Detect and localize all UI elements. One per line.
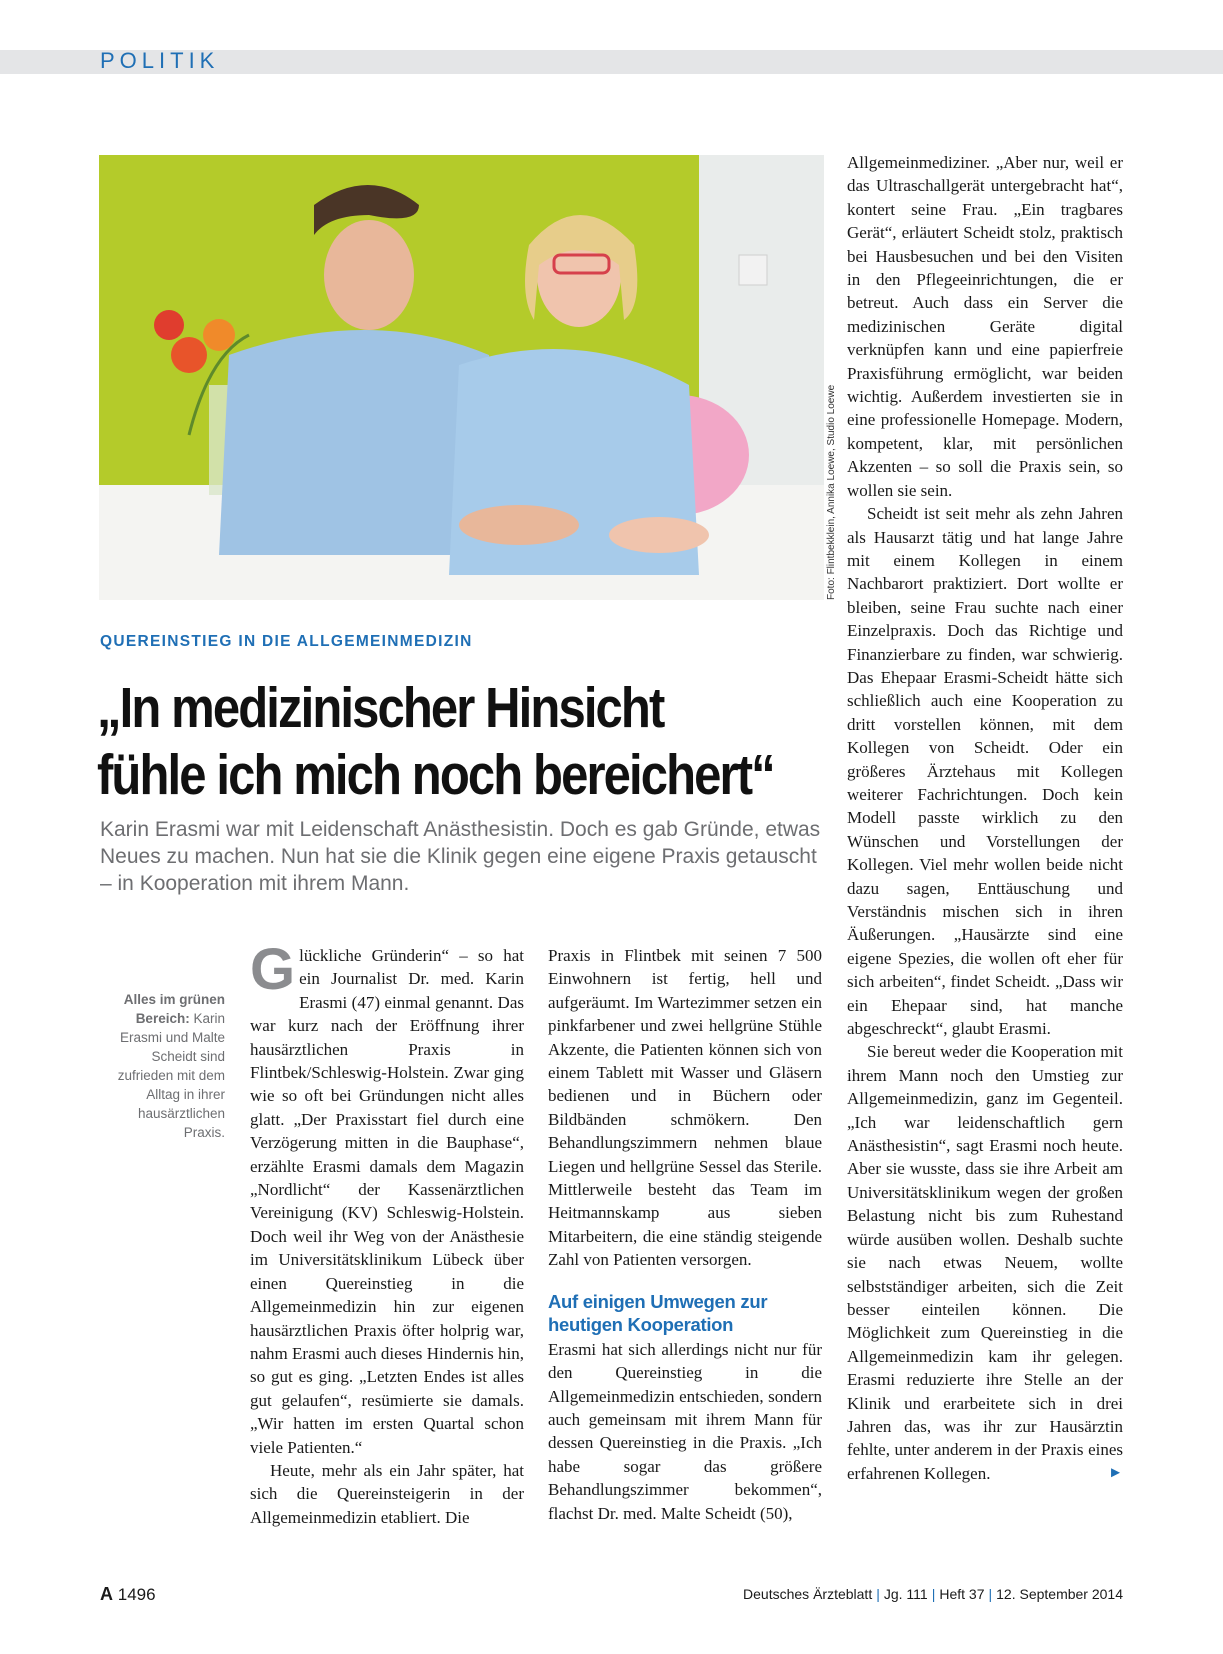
paragraph: Allgemeinmediziner. „Aber nur, weil er das Ultraschallgerät untergebracht hat“, kontert seine Frau. „Ein tragbares Gerät“, erläutert Scheidt stolz, praktisch bei Hausbesuchen und bei den Visiten in den Pflegeeinrichtungen, die er betreut. Auch dass ein Server die medizinischen Geräte digital verknüpfen kann und eine papierfreie Praxisführung ermöglicht, war beiden wichtig. Außerdem investierten sie in eine professionelle Homepage. Modern, kompetent, klar, mit persönlichen Akzenten – so soll die Praxis sein, so wollen sie sein. xyxy=(847,153,1123,500)
headline-line-1: „In medizinischer Hinsicht xyxy=(97,676,664,740)
paragraph-text: Sie bereut weder die Kooperation mit ihrem Mann noch den Umstieg zur Allgemeinmedizin, ganz im Gegenteil. „Ich war leidenschaftlich gern Anästhesistin“, sagt Erasmi noch heute. Aber sie wusste, dass sie ihre Arbeit am Universitätsklinikum wegen der großen Belastung nicht bis zum Ruhestand würde ausüben wollen. Deshalb suchte sie nach etwas Neuem, wollte selbstständiger arbeiten, sich die Zeit besser einteilen können. Die Möglichkeit zum Quereinstieg in die Allgemeinmedizin kam ihr gelegen. Erasmi reduzierte ihre Stelle an der Klinik und erarbeitete sich in drei Jahren das, was ihr zur Hausärztin fehlte, unter anderem in der Praxis eines erfahrenen Kollegen. xyxy=(847,1042,1123,1483)
journal-date: 12. September 2014 xyxy=(996,1586,1123,1602)
divider: | xyxy=(876,1586,880,1602)
paragraph: Scheidt ist seit mehr als zehn Jahren als Hausarzt tätig und hat lange Jahre mit einem Kollegen in einem Nachbarort praktiziert. Dort wollte er bleiben, seine Frau suchte nach einer Einzelpraxis. Doch das Richtige und Finanzierbare zu finden, war schwierig. Das Ehepaar Erasmi-Scheidt hätte sich schließlich auch eine Kooperation zu dritt vorstellen können, mit dem Kollegen von Scheidt. Oder ein größeres Ärztehaus mit Kollegen weiterer Fachrichtungen. Doch kein Modell passte wirklich zu den Wünschen und Vorstellungen der Kollegen. Viel mehr wollen beide nicht dazu sagen, Enttäuschung und Verständnis mischen sich in ihren Äußerungen. „Hausärzte sind eine eigene Spezies, die wollen oft eher für sich arbeiten“, findet Scheidt. „Dass wir ein Ehepaar sind, hat manche abgeschreckt“, glaubt Erasmi. xyxy=(847,504,1123,1039)
article-photo xyxy=(99,155,824,600)
page-letter: A xyxy=(100,1584,113,1604)
paragraph xyxy=(250,937,524,1459)
page-number-value: 1496 xyxy=(117,1585,156,1604)
paragraph: Praxis in Flintbek mit seinen 7 500 Einwohnern ist fertig, hell und aufgeräumt. Im Wartezimmer setzen ein pinkfarbener und zwei hellgrüne Stühle Akzente, die Patienten können sich von einem Tablett mit Wasser und Gläsern bedienen und in Büchern oder Bildbänden schmökern. Den Behandlungszimmern nehmen blaue Liegen und hellgrüne Sessel das Sterile. Mittlerweile besteht das Team im Heitmannskamp aus sieben Mitarbeitern, die eine ständig steigende Zahl von Patienten versorgen. xyxy=(548,946,822,1270)
subheading: Auf einigen Umwegen zur heutigen Kooperation xyxy=(548,1290,768,1335)
column-2 xyxy=(548,944,822,1525)
column-3 xyxy=(847,151,1123,1485)
journal-footer xyxy=(743,1586,1123,1602)
journal-issue: Heft 37 xyxy=(939,1586,985,1602)
divider: | xyxy=(931,1586,936,1602)
paragraph: Erasmi hat sich allerdings nicht nur für den Quereinstieg in die Allgemeinmedizin entschieden, sondern auch gemeinsam mit ihrem Mann für dessen Quereinstieg in die Praxis. „Ich habe sogar das größere Behandlungszimmer bekommen“, flachst Dr. med. Malte Scheidt (50), xyxy=(548,1339,822,1523)
drop-cap: G xyxy=(250,937,296,1002)
paragraph: Heute, mehr als ein Jahr später, hat sich die Quereinsteigerin in der Allgemeinmedizin etabliert. Die xyxy=(250,1460,524,1527)
photo-credit: Foto: Flintbekklein, Annika Loewe, Studio Loewe xyxy=(826,384,837,600)
page-number xyxy=(100,1584,156,1605)
section-label: POLITIK xyxy=(100,48,220,73)
caption-bold: Alles im grünen Bereich: xyxy=(123,992,225,1026)
journal-name: Deutsches Ärzteblatt xyxy=(743,1586,873,1602)
lead-paragraph: Karin Erasmi war mit Leidenschaft Anästhesistin. Doch es gab Gründe, etwas Neues zu machen. Nun hat sie die Klinik gegen eine eigene Praxis getauscht – in Kooperation mit ihrem Mann. xyxy=(100,818,821,895)
headline xyxy=(97,675,774,809)
divider: | xyxy=(988,1586,993,1602)
kicker: QUEREINSTIEG IN DIE ALLGEMEINMEDIZIN xyxy=(100,633,473,650)
journal-volume: Jg. 111 xyxy=(883,1586,928,1602)
headline-line-2: fühle ich mich noch bereichert“ xyxy=(97,743,774,807)
paragraph-text: lückliche Gründerin“ – so hat ein Journalist Dr. med. Karin Erasmi (47) einmal genannt. Das war kurz nach der Eröffnung ihrer hausärztlichen Praxis in Flintbek/Schleswig-Holstein. Zwar ging wie so oft bei Gründungen nicht alles glatt. „Der Praxisstart fiel durch eine Verzögerung mitten in die Bauphase“, erzählte Erasmi damals dem Magazin „Nordlicht“ der Kassenärztlichen Vereinigung (KV) Schleswig-Holstein. Doch weil ihr Weg von der Anästhesie im Universitätsklinikum Lübeck über einen Quereinstieg in die Allgemeinmedizin hin zur eigenen hausärztlichen Praxis öfter holprig war, nahm Erasmi auch dieses Hindernis hin, so gut es ging. „Letzten Endes ist alles gut gelaufen“, resümierte sie damals. „Wir hatten im ersten Quartal schon viele Patienten.“ xyxy=(250,946,524,1457)
photo-caption xyxy=(105,990,225,1142)
column-1 xyxy=(250,937,524,1529)
paragraph xyxy=(847,1040,1123,1485)
continue-arrow-icon: ► xyxy=(1108,1464,1123,1481)
caption-text: Karin Erasmi und Malte Scheidt sind zufrieden mit dem Alltag in ihrer hausärztlichen Praxis. xyxy=(117,1011,225,1140)
